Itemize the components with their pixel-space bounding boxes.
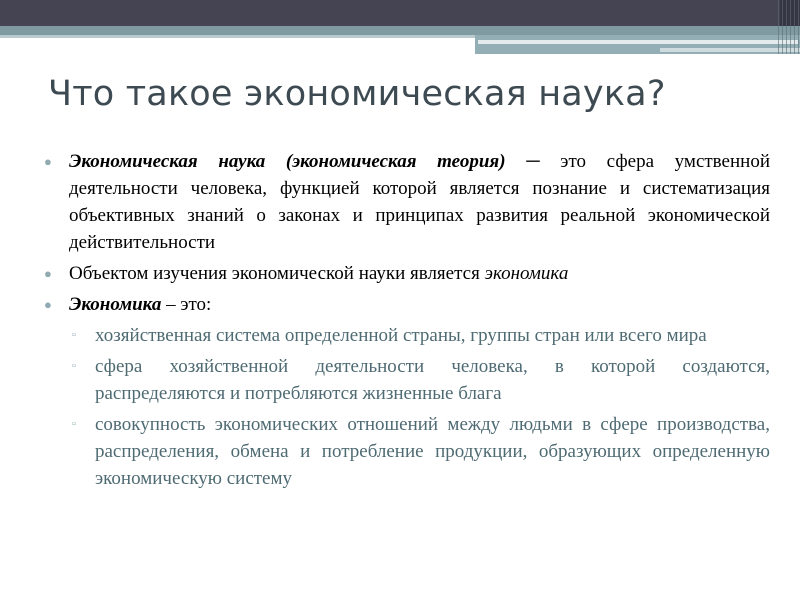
bullet-item-definition bbox=[42, 148, 770, 256]
header-band-teal-thin bbox=[0, 35, 475, 38]
sub-bullet-item bbox=[42, 322, 770, 349]
header-band-teal bbox=[0, 26, 800, 35]
bullet-item-object bbox=[42, 260, 770, 287]
object-emphasis: экономика bbox=[484, 263, 569, 284]
dot-bullet-icon: ● bbox=[44, 266, 52, 281]
header-band-dark bbox=[0, 0, 780, 26]
dot-bullet-icon: ● bbox=[44, 154, 52, 169]
sub-bullet-item bbox=[42, 353, 770, 407]
economy-text: – это: bbox=[161, 294, 212, 315]
definition-text: ─ это сфера умственной деятельности человека, функцией которой является познание и систематизация объективных знаний о законах и принципах развития реальной экономической действительности bbox=[69, 151, 770, 253]
header-band-light bbox=[478, 40, 798, 44]
bullet-item-economy bbox=[42, 291, 770, 318]
square-bullet-icon: ▫ bbox=[72, 360, 76, 372]
header-corner-lines bbox=[778, 0, 800, 54]
object-text: Объектом изучения экономической науки является bbox=[69, 263, 485, 284]
sub-bullet-text: сфера хозяйственной деятельности человека, в которой создаются, распределяются и потребляются жизненные блага bbox=[95, 356, 770, 404]
slide-title: Что такое экономическая наука? bbox=[48, 74, 666, 114]
definition-term: Экономическая наука (экономическая теория) bbox=[69, 151, 506, 172]
dot-bullet-icon: ● bbox=[44, 297, 52, 312]
square-bullet-icon: ▫ bbox=[72, 329, 76, 341]
slide-content bbox=[42, 148, 770, 496]
sub-bullet-text: совокупность экономических отношений между людьми в сфере производства, распределения, обмена и потребление продукции, образующих определенную экономическую систему bbox=[95, 414, 770, 489]
square-bullet-icon: ▫ bbox=[72, 418, 76, 430]
sub-bullet-text: хозяйственная система определенной страны, группы стран или всего мира bbox=[95, 325, 707, 346]
economy-term: Экономика bbox=[69, 294, 162, 315]
sub-bullet-item bbox=[42, 411, 770, 492]
